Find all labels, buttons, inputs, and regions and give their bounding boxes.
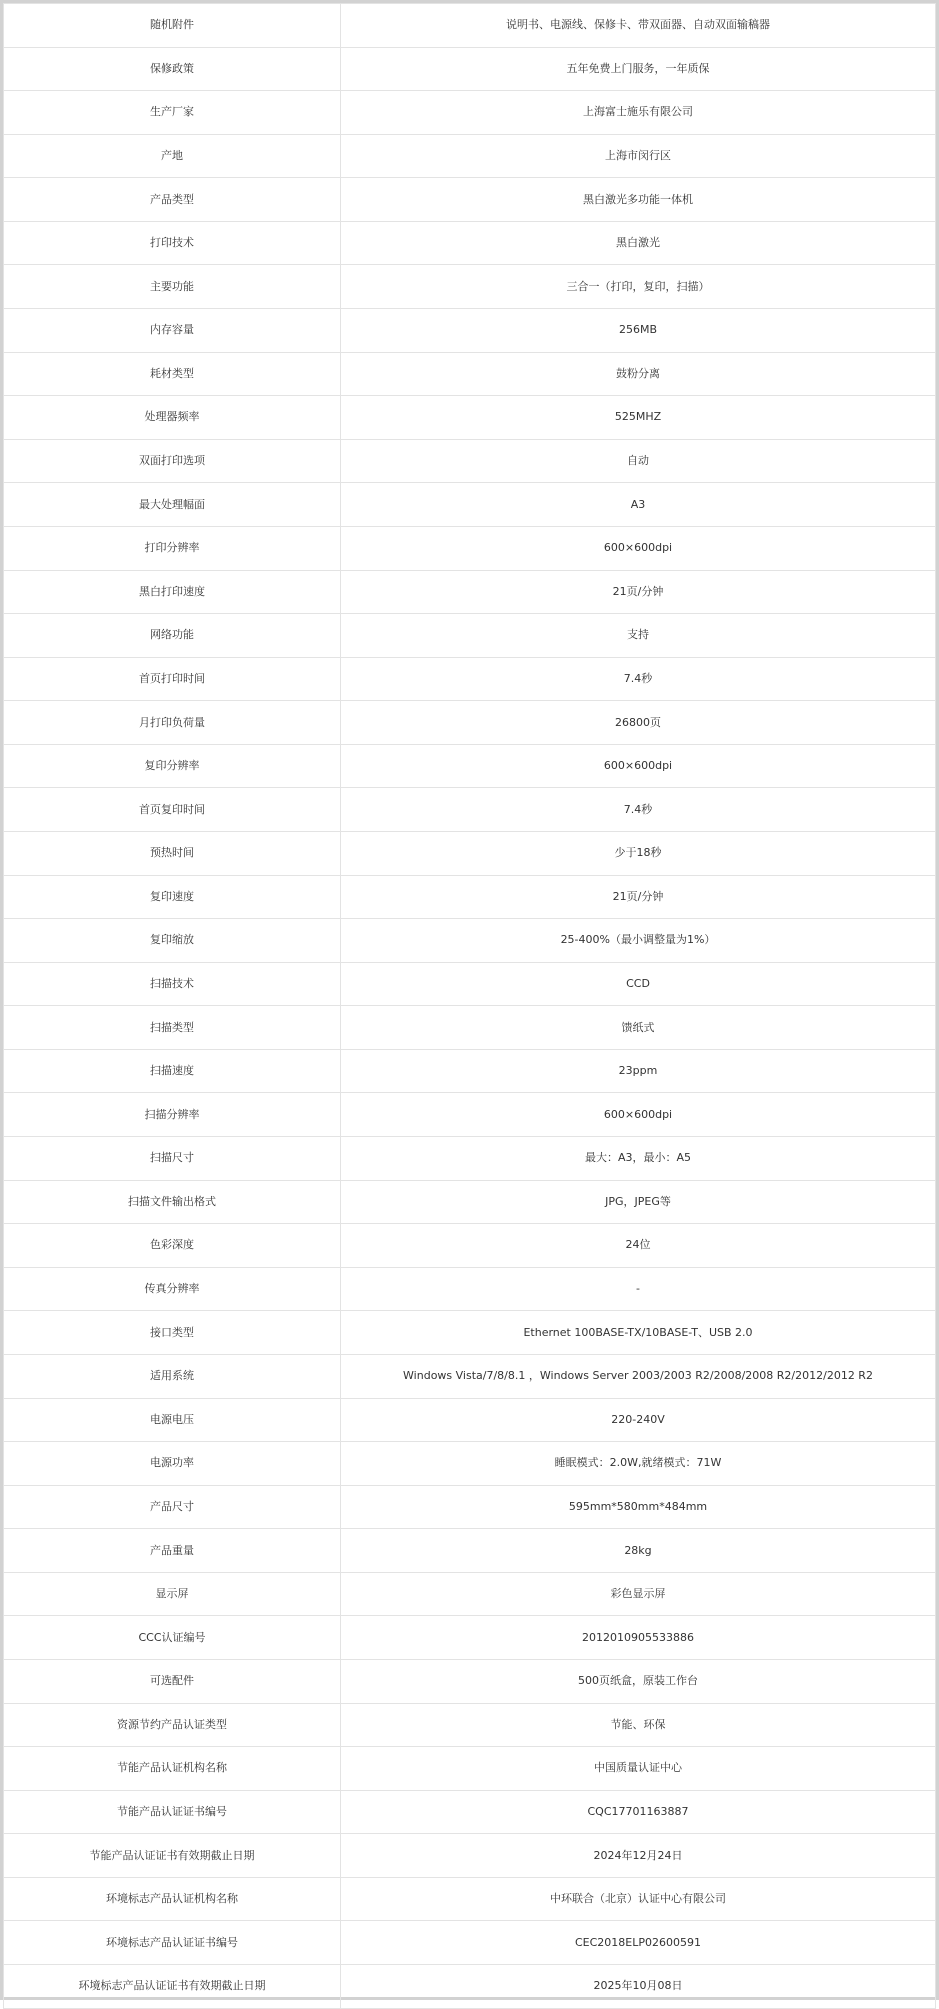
spec-label: 双面打印选项 (4, 439, 341, 483)
spec-value: 256MB (341, 309, 936, 353)
table-row (4, 701, 936, 745)
spec-label: 产品重量 (4, 1529, 341, 1573)
spec-value: 馈纸式 (341, 1006, 936, 1050)
table-row (4, 1965, 936, 2009)
spec-value: 600×600dpi (341, 1093, 936, 1137)
spec-label: 内存容量 (4, 309, 341, 353)
table-row (4, 396, 936, 440)
spec-label: 打印技术 (4, 221, 341, 265)
spec-label: 月打印负荷量 (4, 701, 341, 745)
spec-label: 保修政策 (4, 47, 341, 91)
table-row (4, 744, 936, 788)
spec-value: 上海富士施乐有限公司 (341, 91, 936, 135)
spec-label: 扫描技术 (4, 962, 341, 1006)
table-row (4, 1311, 936, 1355)
spec-label: 预热时间 (4, 831, 341, 875)
spec-value: Ethernet 100BASE-TX/10BASE-T、USB 2.0 (341, 1311, 936, 1355)
spec-label: 节能产品认证证书有效期截止日期 (4, 1834, 341, 1878)
spec-value: 7.4秒 (341, 788, 936, 832)
spec-label: 最大处理幅面 (4, 483, 341, 527)
table-row (4, 1529, 936, 1573)
table-row (4, 352, 936, 396)
spec-value: 600×600dpi (341, 526, 936, 570)
table-row (4, 1659, 936, 1703)
table-row (4, 1572, 936, 1616)
spec-value: - (341, 1267, 936, 1311)
table-row (4, 919, 936, 963)
table-row (4, 309, 936, 353)
spec-value: 三合一（打印，复印，扫描） (341, 265, 936, 309)
spec-value: 220-240V (341, 1398, 936, 1442)
spec-label: 产品尺寸 (4, 1485, 341, 1529)
table-row (4, 1834, 936, 1878)
spec-label: 随机附件 (4, 4, 341, 48)
table-row (4, 570, 936, 614)
spec-value: 最大：A3，最小：A5 (341, 1137, 936, 1181)
table-row (4, 91, 936, 135)
table-row (4, 1442, 936, 1486)
spec-label: 复印速度 (4, 875, 341, 919)
spec-label: 资源节约产品认证类型 (4, 1703, 341, 1747)
spec-value: 中国质量认证中心 (341, 1747, 936, 1791)
spec-label: 首页打印时间 (4, 657, 341, 701)
spec-value: 黑白激光多功能一体机 (341, 178, 936, 222)
spec-label: 黑白打印速度 (4, 570, 341, 614)
spec-label: 节能产品认证机构名称 (4, 1747, 341, 1791)
table-row (4, 526, 936, 570)
spec-value: CQC17701163887 (341, 1790, 936, 1834)
table-row (4, 47, 936, 91)
table-row (4, 1224, 936, 1268)
table-row (4, 1006, 936, 1050)
spec-label: 复印分辨率 (4, 744, 341, 788)
spec-label: 扫描分辨率 (4, 1093, 341, 1137)
spec-label: 环境标志产品认证证书编号 (4, 1921, 341, 1965)
spec-value: 24位 (341, 1224, 936, 1268)
spec-label: CCC认证编号 (4, 1616, 341, 1660)
spec-label: 产品类型 (4, 178, 341, 222)
spec-value: 2024年12月24日 (341, 1834, 936, 1878)
spec-label: 适用系统 (4, 1354, 341, 1398)
spec-value: 23ppm (341, 1049, 936, 1093)
table-row (4, 1747, 936, 1791)
spec-value: 睡眠模式：2.0W,就绪模式：71W (341, 1442, 936, 1486)
spec-label: 处理器频率 (4, 396, 341, 440)
table-row (4, 4, 936, 48)
spec-value: 600×600dpi (341, 744, 936, 788)
table-row (4, 1180, 936, 1224)
table-row (4, 1093, 936, 1137)
spec-value: 26800页 (341, 701, 936, 745)
spec-label: 扫描尺寸 (4, 1137, 341, 1181)
spec-label: 耗材类型 (4, 352, 341, 396)
spec-label: 环境标志产品认证证书有效期截止日期 (4, 1965, 341, 2009)
table-row (4, 1267, 936, 1311)
spec-label: 产地 (4, 134, 341, 178)
spec-value: 五年免费上门服务，一年质保 (341, 47, 936, 91)
table-row (4, 962, 936, 1006)
spec-label: 生产厂家 (4, 91, 341, 135)
table-row (4, 1354, 936, 1398)
spec-table-body (4, 4, 936, 2009)
spec-table (3, 3, 936, 2009)
spec-label: 网络功能 (4, 614, 341, 658)
spec-value: 中环联合（北京）认证中心有限公司 (341, 1877, 936, 1921)
table-row (4, 657, 936, 701)
table-row (4, 1790, 936, 1834)
table-row (4, 178, 936, 222)
spec-value: 上海市闵行区 (341, 134, 936, 178)
spec-value: 25-400%（最小调整量为1%） (341, 919, 936, 963)
spec-label: 色彩深度 (4, 1224, 341, 1268)
table-row (4, 1703, 936, 1747)
spec-value: 2025年10月08日 (341, 1965, 936, 2009)
spec-label: 传真分辨率 (4, 1267, 341, 1311)
spec-value: 彩色显示屏 (341, 1572, 936, 1616)
spec-label: 打印分辨率 (4, 526, 341, 570)
spec-value: 支持 (341, 614, 936, 658)
spec-value: 525MHZ (341, 396, 936, 440)
table-row (4, 1616, 936, 1660)
spec-label: 显示屏 (4, 1572, 341, 1616)
spec-value: 2012010905533886 (341, 1616, 936, 1660)
spec-label: 可选配件 (4, 1659, 341, 1703)
table-row (4, 1398, 936, 1442)
spec-value: 595mm*580mm*484mm (341, 1485, 936, 1529)
spec-label: 电源功率 (4, 1442, 341, 1486)
spec-label: 扫描速度 (4, 1049, 341, 1093)
spec-value: 少于18秒 (341, 831, 936, 875)
table-row (4, 134, 936, 178)
spec-value: JPG，JPEG等 (341, 1180, 936, 1224)
table-row (4, 875, 936, 919)
spec-value: 7.4秒 (341, 657, 936, 701)
spec-value: CCD (341, 962, 936, 1006)
table-row (4, 614, 936, 658)
spec-label: 电源电压 (4, 1398, 341, 1442)
spec-value: 黑白激光 (341, 221, 936, 265)
spec-value: 说明书、电源线、保修卡、带双面器、自动双面输稿器 (341, 4, 936, 48)
table-row (4, 831, 936, 875)
spec-value: 21页/分钟 (341, 570, 936, 614)
spec-value: 节能、环保 (341, 1703, 936, 1747)
spec-label: 节能产品认证证书编号 (4, 1790, 341, 1834)
spec-label: 扫描类型 (4, 1006, 341, 1050)
spec-label: 环境标志产品认证机构名称 (4, 1877, 341, 1921)
spec-label: 首页复印时间 (4, 788, 341, 832)
table-row (4, 439, 936, 483)
table-row (4, 1137, 936, 1181)
spec-label: 复印缩放 (4, 919, 341, 963)
spec-value: Windows Vista/7/8/8.1 ，Windows Server 2003/2003 R2/2008/2008 R2/2012/2012 R2 (341, 1354, 936, 1398)
spec-value: 28kg (341, 1529, 936, 1573)
table-row (4, 265, 936, 309)
table-row (4, 1921, 936, 1965)
table-row (4, 483, 936, 527)
spec-value: A3 (341, 483, 936, 527)
table-row (4, 1485, 936, 1529)
spec-value: 鼓粉分离 (341, 352, 936, 396)
spec-value: 500页纸盒，原装工作台 (341, 1659, 936, 1703)
spec-label: 接口类型 (4, 1311, 341, 1355)
table-row (4, 221, 936, 265)
table-row (4, 1877, 936, 1921)
spec-value: 自动 (341, 439, 936, 483)
spec-value: CEC2018ELP02600591 (341, 1921, 936, 1965)
table-row (4, 788, 936, 832)
spec-value: 21页/分钟 (341, 875, 936, 919)
table-row (4, 1049, 936, 1093)
spec-label: 扫描文件输出格式 (4, 1180, 341, 1224)
spec-label: 主要功能 (4, 265, 341, 309)
